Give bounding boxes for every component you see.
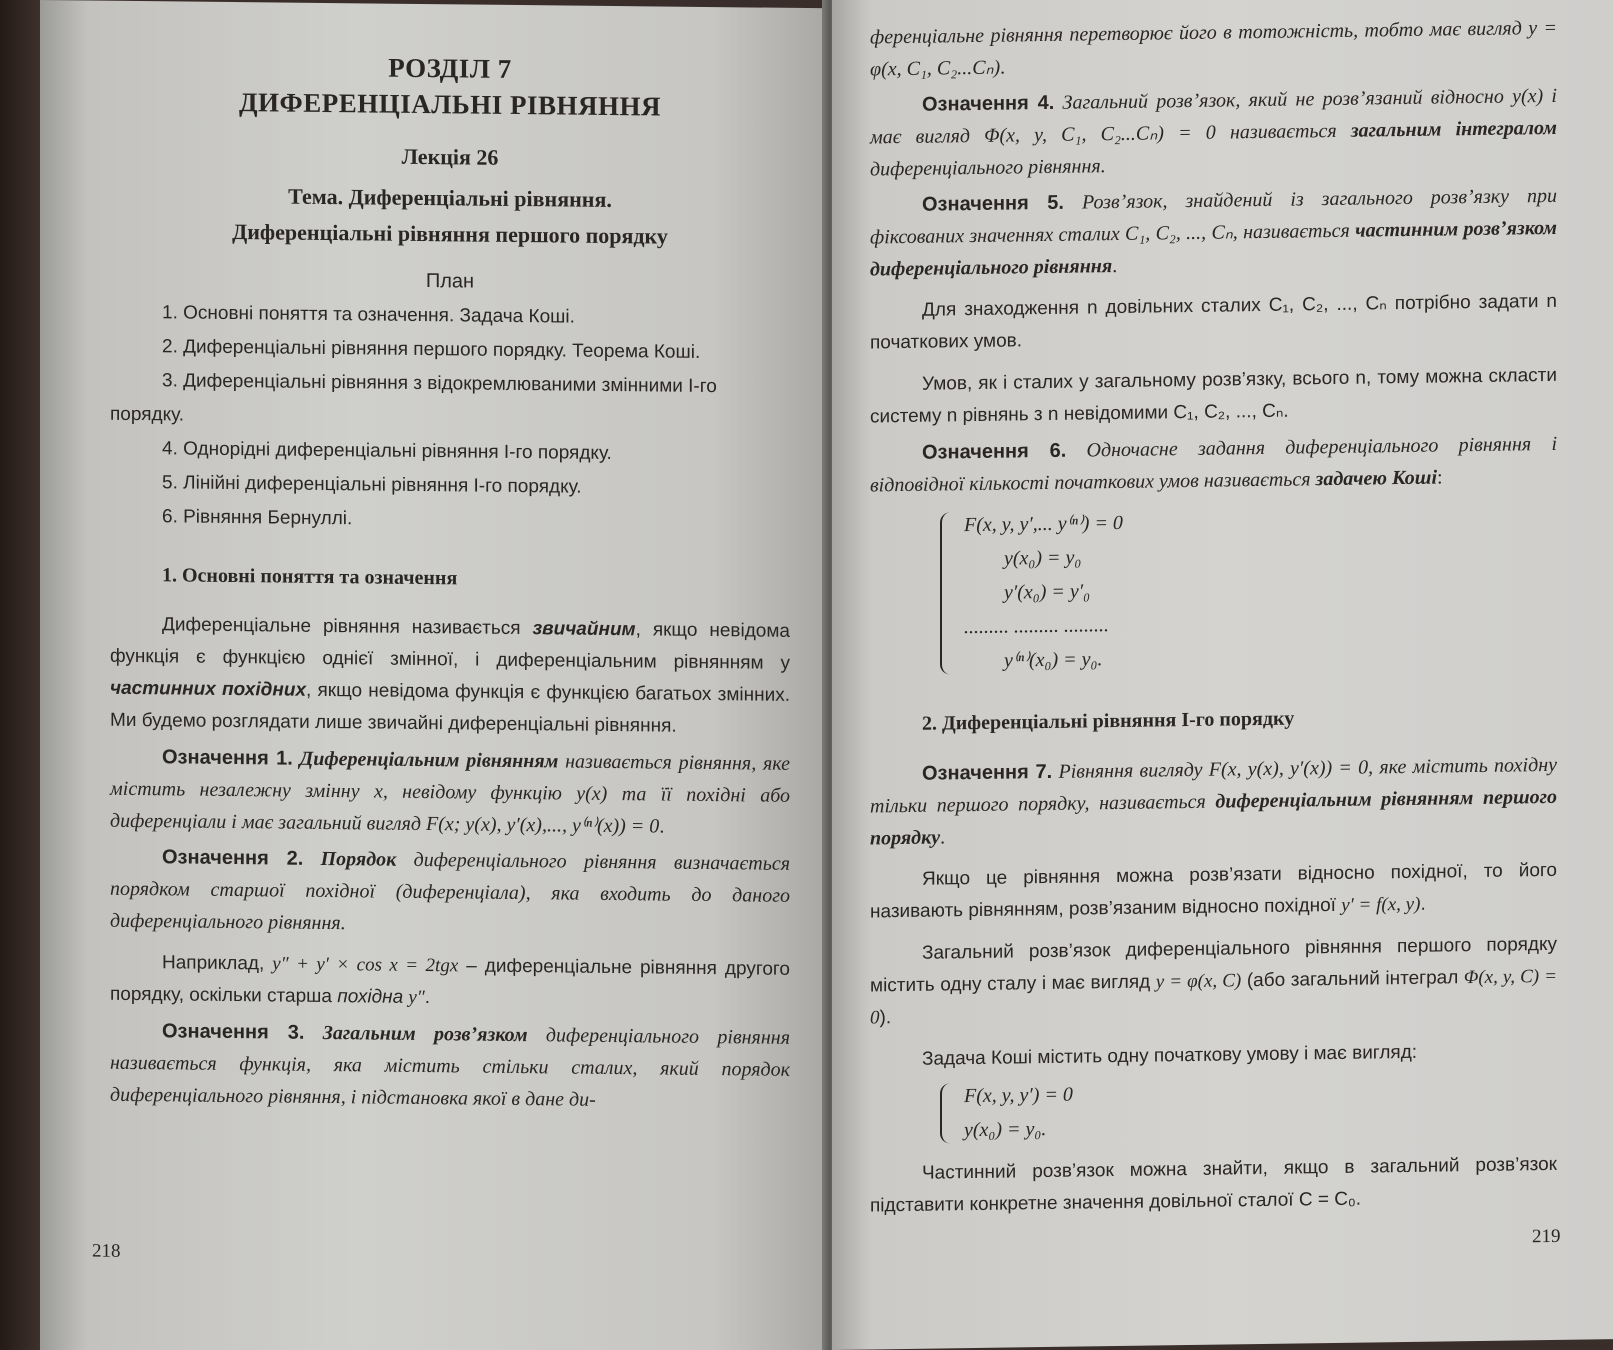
system-line: ......... ......... .........: [964, 614, 1109, 639]
definition-body: Розв’язок, знайдений із загального розв’язку при фіксованих значеннях сталих C₁, C₂, ..., Cₙ, називається: [870, 184, 1557, 249]
formula: Φ(x, y, C₁, C₂...Cₙ) = 0: [984, 121, 1216, 147]
chapter-number: РОЗДІЛ 7: [388, 52, 512, 84]
text-run: Якщо це рівняння можна розв’язати відносно похідної, то його називають рівнянням, розв’язаним відносно похідної: [870, 859, 1557, 923]
definition-term: задачею Коші: [1315, 466, 1438, 491]
definition-body: диференціального рівняння визначається порядком старшої похідної (диференціала), яка входить до даного диференціального рівняння.: [110, 848, 790, 935]
system-line: y(x₀) = y₀: [1004, 546, 1082, 570]
system-line: y′(x₀) = y′₀: [1004, 580, 1091, 604]
definition-label: Означення 3.: [162, 1020, 305, 1044]
paragraph-constants: Для знаходження n довільних сталих C₁, C₂, ..., Cₙ потрібно задати n початкових умов.: [870, 290, 1557, 354]
text-run: – диференціальне рівняння другого порядку, оскільки старша: [110, 955, 790, 1008]
plan-list: [110, 296, 790, 541]
left-page: [40, 0, 830, 1350]
definition-3: [110, 1015, 790, 1118]
plan-item: 4. Однорідні диференціальні рівняння І-го порядку.: [162, 438, 612, 464]
definition-body: диференціального рівняння називається функція, яка містить стільки сталих, який порядок диференціального рівняння, і підстановка якої в дане ди-: [110, 1024, 790, 1111]
paragraph-cauchy-intro: Задача Коші містить одну початкову умову і має вигляд:: [922, 1041, 1418, 1070]
plan-heading: План: [425, 270, 475, 293]
text-run: (або загальний інтеграл: [1241, 967, 1464, 992]
page-number-left: 218: [92, 1240, 121, 1262]
brace: [940, 1083, 952, 1143]
text-run: похідна: [337, 986, 404, 1008]
formula: y″: [408, 986, 425, 1009]
brace: [940, 512, 952, 674]
lecture-title: Лекція 26: [401, 143, 499, 170]
topic-line-1: Тема. Диференціальні рівняння.: [288, 183, 612, 212]
plan-item: 3. Диференціальні рівняння з відокремлюваними змінними І-го порядку.: [110, 370, 717, 426]
definition-6: Означення 6. Одночасне задання диференціального рівняння і відповідної кількості початкових умов називається задачею Коші:: [870, 432, 1557, 497]
definition-label: Означення 7.: [922, 760, 1053, 785]
formula: y = φ(x, C₁, C₂...Cₙ): [870, 16, 1557, 81]
definition-body: Одночасне задання диференціального рівняння і відповідної кількості початкових умов називається: [870, 432, 1557, 497]
definition-term: Загальним розв’язком: [322, 1021, 528, 1047]
plan-item: 5. Лінійні диференціальні рівняння І-го порядку.: [162, 472, 582, 498]
definition-body: називається: [1215, 119, 1351, 144]
right-page: [832, 0, 1613, 1350]
plan-item: 1. Основні поняття та означення. Задача Коші.: [162, 302, 575, 328]
formula: F(x, y(x), y′(x)) = 0: [1208, 756, 1369, 781]
definition-label: Означення 1.: [162, 746, 293, 770]
left-page-text: [110, 1, 790, 1118]
definition-term: частинним розв’язком диференціального рівняння: [870, 216, 1558, 281]
cauchy-system-n: [940, 500, 1557, 679]
definition-4: [870, 80, 1557, 186]
definition-body: називається рівняння, яке містить незалежну змінну x, невідому функцію y(x) та її похідні або диференціали і має загальний вигляд: [110, 750, 790, 836]
section-1-heading: 1. Основні поняття та означення: [162, 564, 458, 590]
paragraph-solved-form: Якщо це рівняння можна розв’язати відносно похідної, то його називають рівнянням, розв’язаним відносно похідної y′ = f(x, y).: [870, 859, 1557, 923]
definition-1: Означення 1. Диференціальним рівнянням називається рівняння, яке містить незалежну змінну x, невідому функцію y(x) та її похідні або диференціали і має загальний вигляд F(x; y(x), y′(x),..., y⁽ⁿ⁾(x)) = 0.: [110, 746, 790, 838]
definition-body: ференціальне рівняння перетворює його в тотожність, тобто має вигляд: [870, 17, 1529, 49]
definition-term: Порядок: [320, 847, 397, 871]
definition-body: Загальний розв’язок, який не розв’язаний відносно y(x) і має вигляд: [870, 84, 1557, 149]
formula: y′ = f(x, y): [1341, 893, 1421, 916]
formula: y = φ(x, C): [1155, 970, 1242, 993]
definition-5: Означення 5. Розв’язок, знайдений із загального розв’язку при фіксованих значеннях сталих C₁, C₂, ..., Cₙ, називається частинним розв’язком диференціального рівняння.: [870, 184, 1558, 281]
paragraph-general-solution: [870, 929, 1557, 1035]
text-run: ).: [879, 1007, 892, 1029]
paragraph-conditions: Умов, як і сталих у загальному розв’язку, всього n, тому можна скласти систему n рівнянь з n невідомими C₁, C₂, ..., Cₙ.: [870, 364, 1557, 428]
text-run: , якщо невідома функція є функцією багатьох змінних. Ми будемо розглядати лише звичайні диференціальні рівняння.: [110, 679, 791, 737]
topic-heading: [110, 177, 790, 256]
term-ordinary: звичайним: [532, 618, 636, 641]
plan-item: 6. Рівняння Бернуллі.: [162, 506, 353, 530]
system-line: y(x₀) = y₀.: [964, 1118, 1047, 1142]
definition-2: [110, 841, 790, 944]
definition-term: Диференціальним рівнянням: [299, 747, 559, 773]
formula: y″ + y′ × cos x = 2tgx: [272, 953, 459, 977]
definition-label: Означення 2.: [162, 846, 304, 870]
topic-line-2: Диференціальні рівняння першого порядку: [232, 219, 668, 249]
cauchy-system-1: [940, 1071, 1557, 1148]
plan-item: 2. Диференціальні рівняння першого порядку. Теорема Коші.: [162, 336, 701, 363]
system-line: F(x, y, y′,... y⁽ⁿ⁾) = 0: [964, 511, 1123, 537]
definition-term: диференціальним рівнянням першого порядку: [870, 785, 1557, 850]
text-run: Наприклад,: [162, 952, 273, 975]
definition-body: Рівняння вигляду: [1052, 758, 1209, 783]
example-paragraph: Наприклад, y″ + y′ × cos x = 2tgx – диференціальне рівняння другого порядку, оскільки старша похідна y″.: [110, 952, 790, 1009]
chapter-title: ДИФЕРЕНЦІАЛЬНІ РІВНЯННЯ: [238, 87, 662, 122]
continuation-paragraph: ференціальне рівняння перетворює його в тотожність, тобто має вигляд y = φ(x, C₁, C₂...Cₙ).: [870, 16, 1557, 81]
definition-label: Означення 4.: [922, 91, 1055, 116]
formula: F(x; y(x), y′(x),..., y⁽ⁿ⁾(x)) = 0: [426, 813, 660, 838]
definition-body: , яке містить похідну тільки першого порядку, називається: [870, 753, 1557, 818]
paragraph-particular-solution: Частинний розв’язок можна знайти, якщо в загальний розв’язок підставити конкретне значення довільної сталої C = C₀.: [870, 1153, 1557, 1217]
text-run: Диференціальне рівняння називається: [162, 614, 533, 640]
term-partial: частинних похідних: [110, 677, 307, 701]
definition-7: Означення 7. Рівняння вигляду F(x, y(x), y′(x)) = 0, яке містить похідну тільки першого порядку, називається диференціальним рівнянням першого порядку.: [870, 753, 1557, 850]
chapter-heading: [110, 47, 790, 126]
definition-term: загальним інтегралом: [1350, 116, 1557, 142]
paragraph-ordinary-de: [110, 609, 790, 744]
definition-body: диференціального рівняння.: [870, 155, 1106, 181]
page-number-right: 219: [1532, 1225, 1561, 1248]
section-2-heading: 2. Диференціальні рівняння І-го порядку: [922, 707, 1295, 735]
text-run: Загальний розв’язок диференціального рівняння першого порядку містить одну сталу і має вигляд: [870, 933, 1557, 997]
system-line: y⁽ⁿ⁾(x₀) = y₀.: [1004, 648, 1103, 672]
text-run: , якщо невідома функція є функцією однієї змінної, і диференціальним рівнянням у: [110, 619, 790, 674]
system-line: F(x, y, y′) = 0: [964, 1083, 1073, 1108]
definition-label: Означення 6.: [922, 439, 1067, 464]
formula: Φ(x, y, C) = 0: [870, 965, 1557, 1029]
definition-label: Означення 5.: [922, 191, 1064, 216]
right-page-text: [870, 12, 1557, 1223]
